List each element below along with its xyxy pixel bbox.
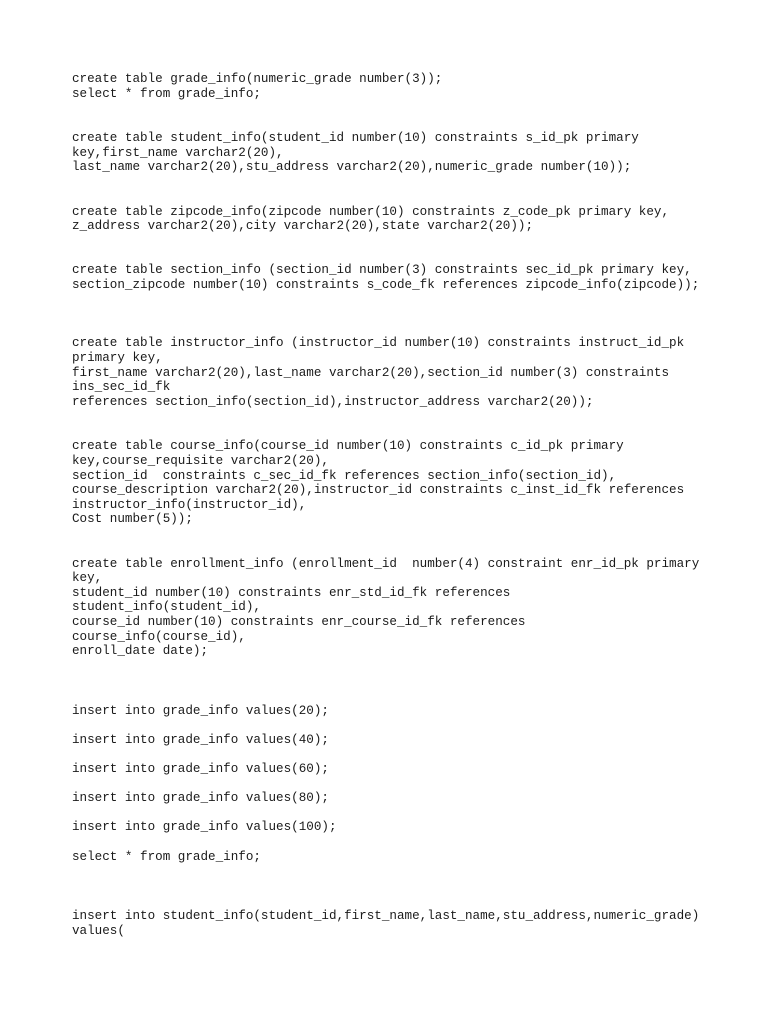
code-line: ins_sec_id_fk xyxy=(72,380,171,394)
code-line: last_name varchar2(20),stu_address varchar2(20),numeric_grade number(10)); xyxy=(72,160,632,174)
code-line: student_id number(10) constraints enr_std_id_fk references xyxy=(72,586,511,600)
code-line: create table course_info(course_id number(10) constraints c_id_pk primary xyxy=(72,439,624,453)
code-line: key,first_name varchar2(20), xyxy=(72,146,284,160)
code-line: instructor_info(instructor_id), xyxy=(72,498,307,512)
code-line: create table enrollment_info (enrollment_id number(4) constraint enr_id_pk primary xyxy=(72,557,700,571)
code-line: create table grade_info(numeric_grade number(3)); xyxy=(72,72,443,86)
code-line: insert into grade_info values(80); xyxy=(72,791,329,805)
code-line: section_id constraints c_sec_id_fk references section_info(section_id), xyxy=(72,469,617,483)
code-line: section_zipcode number(10) constraints s_code_fk references zipcode_info(zipcode)); xyxy=(72,278,700,292)
code-line: primary key, xyxy=(72,351,163,365)
code-line: create table zipcode_info(zipcode number(10) constraints z_code_pk primary key, xyxy=(72,205,670,219)
code-line: insert into grade_info values(40); xyxy=(72,733,329,747)
code-line: insert into student_info(student_id,first_name,last_name,stu_address,numeric_grade) xyxy=(72,909,700,923)
code-line: z_address varchar2(20),city varchar2(20),state varchar2(20)); xyxy=(72,219,534,233)
code-line: create table student_info(student_id number(10) constraints s_id_pk primary xyxy=(72,131,639,145)
code-line: course_description varchar2(20),instructor_id constraints c_inst_id_fk references xyxy=(72,483,685,497)
code-line: insert into grade_info values(60); xyxy=(72,762,329,776)
code-line: insert into grade_info values(20); xyxy=(72,704,329,718)
code-line: references section_info(section_id),instructor_address varchar2(20)); xyxy=(72,395,594,409)
code-line: select * from grade_info; xyxy=(72,87,261,101)
code-line: course_id number(10) constraints enr_course_id_fk references xyxy=(72,615,526,629)
code-line: student_info(student_id), xyxy=(72,600,261,614)
code-line: select * from grade_info; xyxy=(72,850,261,864)
code-line: enroll_date date); xyxy=(72,644,209,658)
code-line: create table section_info (section_id number(3) constraints sec_id_pk primary key, xyxy=(72,263,692,277)
code-line: Cost number(5)); xyxy=(72,512,193,526)
code-line: key,course_requisite varchar2(20), xyxy=(72,454,329,468)
code-line: course_info(course_id), xyxy=(72,630,246,644)
code-line: create table instructor_info (instructor_id number(10) constraints instruct_id_pk xyxy=(72,336,685,350)
code-line: insert into grade_info values(100); xyxy=(72,820,337,834)
code-line: first_name varchar2(20),last_name varchar2(20),section_id number(3) constraints xyxy=(72,366,670,380)
code-line: values( xyxy=(72,924,125,938)
code-line: key, xyxy=(72,571,103,585)
